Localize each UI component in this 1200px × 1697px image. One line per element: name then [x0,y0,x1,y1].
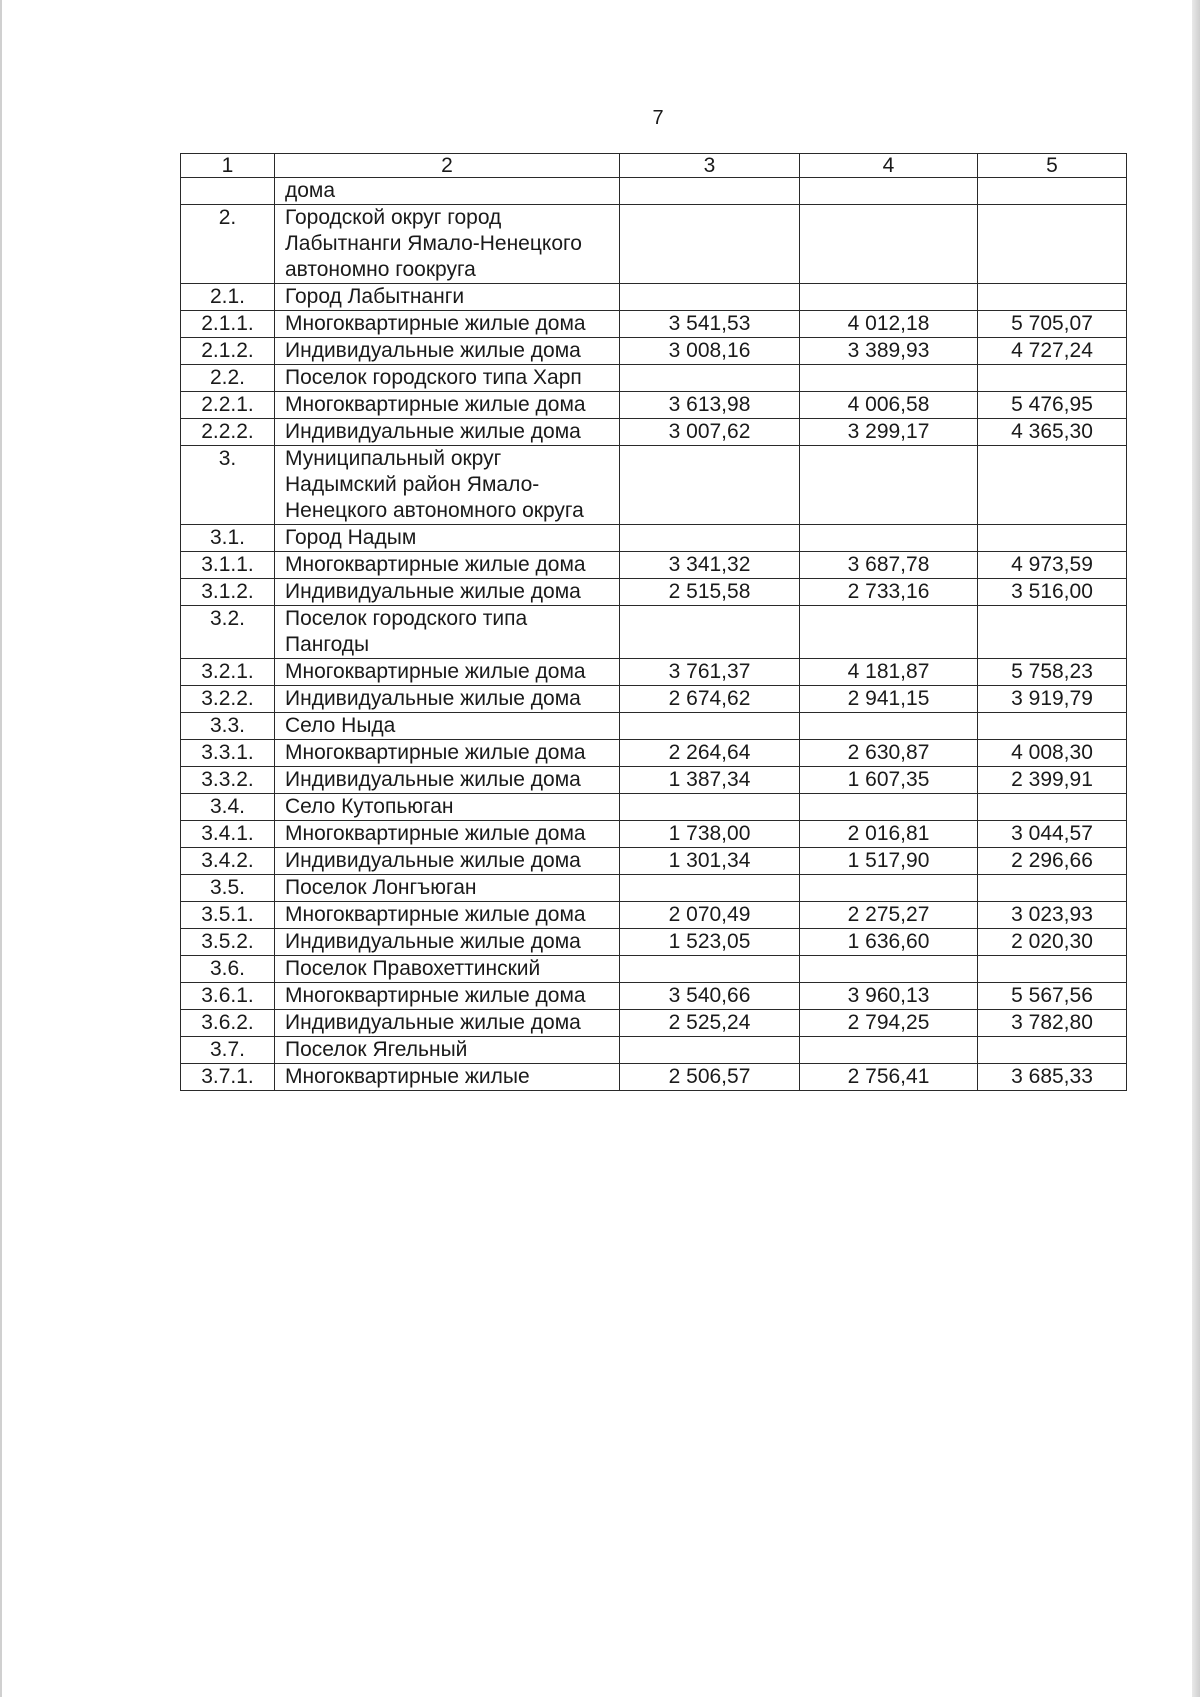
value-col3-cell: 1 301,34 [620,848,800,875]
table-row [181,606,1127,659]
table-row [181,525,1127,552]
value-col3-cell: 2 070,49 [620,902,800,929]
value-col3-cell: 3 613,98 [620,392,800,419]
value-col5-cell [978,365,1127,392]
row-name-cell: Село Ныда [275,713,620,740]
value-col5-cell: 4 365,30 [978,419,1127,446]
row-number-cell: 3.5.2. [181,929,275,956]
value-col4-cell [800,205,978,284]
value-col3-cell [620,606,800,659]
row-name-cell: Индивидуальные жилые дома [275,848,620,875]
row-number-cell: 3.6. [181,956,275,983]
row-name-cell: Многоквартирные жилые дома [275,311,620,338]
row-name-cell: Поселок Лонгъюган [275,875,620,902]
row-name-cell: Индивидуальные жилые дома [275,338,620,365]
value-col3-cell [620,284,800,311]
row-number-cell: 3.1.1. [181,552,275,579]
value-col3-cell: 2 674,62 [620,686,800,713]
value-col4-cell: 3 687,78 [800,552,978,579]
value-col3-cell [620,525,800,552]
page-number: 7 [652,107,664,129]
table-row [181,552,1127,579]
table-row [181,794,1127,821]
value-col4-cell [800,713,978,740]
value-col3-cell [620,794,800,821]
row-number-cell: 3.6.1. [181,983,275,1010]
table-row [181,659,1127,686]
value-col4-cell [800,606,978,659]
row-number-cell: 3.5. [181,875,275,902]
row-name-cell: Многоквартирные жилые [275,1064,620,1091]
value-col5-cell [978,1037,1127,1064]
value-col5-cell: 2 296,66 [978,848,1127,875]
row-name-cell: Поселок городского типа Пангоды [275,606,620,659]
value-col5-cell: 3 044,57 [978,821,1127,848]
row-number-cell: 3.7.1. [181,1064,275,1091]
value-col4-cell: 4 012,18 [800,311,978,338]
value-col5-cell: 3 782,80 [978,1010,1127,1037]
row-name-cell: Индивидуальные жилые дома [275,1010,620,1037]
table-row [181,338,1127,365]
row-number-cell [181,178,275,205]
value-col3-cell: 3 341,32 [620,552,800,579]
value-col4-cell [800,284,978,311]
value-col3-cell: 2 525,24 [620,1010,800,1037]
scan-edge-left [0,0,2,1697]
table-row [181,446,1127,525]
header-row [181,154,1127,178]
value-col4-cell: 2 794,25 [800,1010,978,1037]
value-col3-cell: 1 523,05 [620,929,800,956]
row-name-cell: Индивидуальные жилые дома [275,767,620,794]
value-col4-cell: 3 299,17 [800,419,978,446]
value-col3-cell: 3 008,16 [620,338,800,365]
value-col5-cell [978,956,1127,983]
row-name-cell: Индивидуальные жилые дома [275,686,620,713]
value-col5-cell: 4 973,59 [978,552,1127,579]
row-number-cell: 3.3.2. [181,767,275,794]
value-col3-cell: 3 541,53 [620,311,800,338]
value-col4-cell: 2 275,27 [800,902,978,929]
row-number-cell: 3.2.2. [181,686,275,713]
row-name-cell: Индивидуальные жилые дома [275,579,620,606]
value-col5-cell: 4 008,30 [978,740,1127,767]
value-col3-cell: 3 761,37 [620,659,800,686]
table-row [181,178,1127,205]
row-name-cell: Многоквартирные жилые дома [275,392,620,419]
table-row [181,419,1127,446]
table-row [181,1010,1127,1037]
row-name-cell: Поселок городского типа Харп [275,365,620,392]
row-name-cell: Поселок Ягельный [275,1037,620,1064]
value-col4-cell [800,446,978,525]
row-name-cell: Индивидуальные жилые дома [275,929,620,956]
row-name-cell: Многоквартирные жилые дома [275,740,620,767]
row-name-cell: Город Лабытнанги [275,284,620,311]
value-col5-cell: 2 399,91 [978,767,1127,794]
value-col4-cell [800,365,978,392]
row-number-cell: 3.2.1. [181,659,275,686]
value-col4-cell: 3 960,13 [800,983,978,1010]
value-col5-cell [978,875,1127,902]
value-col5-cell: 5 476,95 [978,392,1127,419]
value-col3-cell: 2 515,58 [620,579,800,606]
row-number-cell: 3.4.1. [181,821,275,848]
table-row [181,956,1127,983]
row-number-cell: 2.2. [181,365,275,392]
value-col3-cell [620,446,800,525]
value-col4-cell: 1 607,35 [800,767,978,794]
row-number-cell: 3.4.2. [181,848,275,875]
value-col4-cell [800,178,978,205]
value-col5-cell [978,713,1127,740]
value-col5-cell: 4 727,24 [978,338,1127,365]
row-name-cell: Муниципальный округ Надымский район Ямало-Ненецкого автономного округа [275,446,620,525]
row-name-cell: Многоквартирные жилые дома [275,659,620,686]
tariff-table [180,153,1127,1091]
value-col5-cell: 5 705,07 [978,311,1127,338]
table-row [181,929,1127,956]
row-number-cell: 2.1.1. [181,311,275,338]
row-name-cell: Городской округ город Лабытнанги Ямало-Ненецкого автономно гоокруга [275,205,620,284]
table-row [181,579,1127,606]
table-row [181,740,1127,767]
value-col3-cell [620,713,800,740]
value-col4-cell: 2 941,15 [800,686,978,713]
row-name-cell: Поселок Правохеттинский [275,956,620,983]
table-row [181,205,1127,284]
value-col3-cell [620,875,800,902]
table-row [181,1037,1127,1064]
value-col5-cell: 3 023,93 [978,902,1127,929]
table-row [181,902,1127,929]
row-number-cell: 2.1. [181,284,275,311]
row-number-cell: 3.5.1. [181,902,275,929]
value-col5-cell [978,525,1127,552]
value-col4-cell: 2 016,81 [800,821,978,848]
table-row [181,392,1127,419]
value-col4-cell [800,956,978,983]
value-col5-cell: 5 758,23 [978,659,1127,686]
row-name-cell: Многоквартирные жилые дома [275,552,620,579]
row-number-cell: 3.2. [181,606,275,659]
row-name-cell: Многоквартирные жилые дома [275,821,620,848]
row-number-cell: 2.1.2. [181,338,275,365]
value-col5-cell: 3 516,00 [978,579,1127,606]
row-number-cell: 3. [181,446,275,525]
value-col3-cell [620,205,800,284]
value-col5-cell: 3 685,33 [978,1064,1127,1091]
value-col3-cell: 2 506,57 [620,1064,800,1091]
value-col3-cell [620,1037,800,1064]
table-row [181,848,1127,875]
value-col3-cell: 1 738,00 [620,821,800,848]
value-col4-cell: 2 756,41 [800,1064,978,1091]
row-number-cell: 2. [181,205,275,284]
table-row [181,713,1127,740]
value-col5-cell [978,606,1127,659]
table-row [181,365,1127,392]
header-cell-5: 5 [978,154,1127,178]
value-col3-cell: 1 387,34 [620,767,800,794]
value-col4-cell: 2 630,87 [800,740,978,767]
value-col3-cell [620,178,800,205]
table-row [181,875,1127,902]
row-number-cell: 3.7. [181,1037,275,1064]
value-col3-cell [620,365,800,392]
header-cell-1: 1 [181,154,275,178]
value-col4-cell [800,875,978,902]
table-body [181,154,1127,1091]
row-number-cell: 3.3.1. [181,740,275,767]
value-col4-cell [800,794,978,821]
row-number-cell: 3.4. [181,794,275,821]
value-col4-cell [800,1037,978,1064]
header-cell-2: 2 [275,154,620,178]
table-row [181,686,1127,713]
scan-edge-right [1192,0,1200,1697]
value-col5-cell [978,446,1127,525]
value-col4-cell: 4 006,58 [800,392,978,419]
value-col3-cell [620,956,800,983]
value-col5-cell [978,205,1127,284]
row-number-cell: 2.2.1. [181,392,275,419]
header-cell-3: 3 [620,154,800,178]
value-col5-cell: 2 020,30 [978,929,1127,956]
value-col3-cell: 2 264,64 [620,740,800,767]
value-col4-cell: 1 636,60 [800,929,978,956]
row-name-cell: Город Надым [275,525,620,552]
row-number-cell: 3.6.2. [181,1010,275,1037]
row-name-cell: Село Кутопьюган [275,794,620,821]
value-col4-cell: 4 181,87 [800,659,978,686]
value-col4-cell: 2 733,16 [800,579,978,606]
row-name-cell: дома [275,178,620,205]
table-row [181,284,1127,311]
value-col5-cell [978,794,1127,821]
table-row [181,311,1127,338]
value-col4-cell [800,525,978,552]
table-row [181,1064,1127,1091]
table-row [181,821,1127,848]
header-cell-4: 4 [800,154,978,178]
value-col5-cell: 5 567,56 [978,983,1127,1010]
value-col3-cell: 3 007,62 [620,419,800,446]
row-number-cell: 3.3. [181,713,275,740]
row-number-cell: 3.1.2. [181,579,275,606]
value-col3-cell: 3 540,66 [620,983,800,1010]
value-col5-cell [978,178,1127,205]
row-name-cell: Многоквартирные жилые дома [275,983,620,1010]
row-number-cell: 2.2.2. [181,419,275,446]
value-col4-cell: 1 517,90 [800,848,978,875]
table-row [181,767,1127,794]
value-col4-cell: 3 389,93 [800,338,978,365]
row-name-cell: Многоквартирные жилые дома [275,902,620,929]
row-number-cell: 3.1. [181,525,275,552]
row-name-cell: Индивидуальные жилые дома [275,419,620,446]
table-row [181,983,1127,1010]
value-col5-cell [978,284,1127,311]
value-col5-cell: 3 919,79 [978,686,1127,713]
